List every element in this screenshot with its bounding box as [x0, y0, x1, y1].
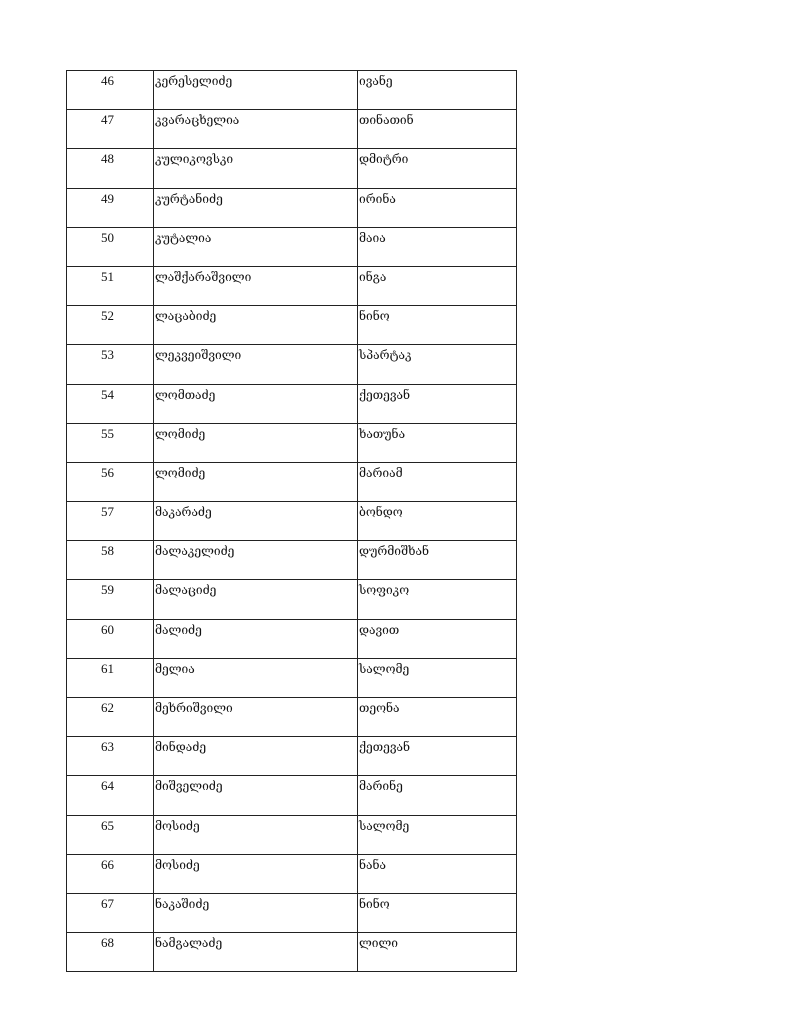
row-number-cell: 65 — [67, 815, 154, 854]
first-name-cell: თინათინ — [358, 110, 517, 149]
surname-cell: ლაშქარაშვილი — [154, 266, 358, 305]
first-name-cell: ნანა — [358, 854, 517, 893]
surname-cell: მელია — [154, 658, 358, 697]
surname-cell: კუტალია — [154, 227, 358, 266]
surname-cell: კერესელიძე — [154, 71, 358, 110]
table-row — [67, 462, 517, 501]
table-row — [67, 502, 517, 541]
surname-cell: მალაკელიძე — [154, 541, 358, 580]
table-row — [67, 541, 517, 580]
surname-cell: ნაკაშიძე — [154, 893, 358, 932]
row-number-cell: 49 — [67, 188, 154, 227]
row-number-cell: 66 — [67, 854, 154, 893]
row-number-cell: 63 — [67, 737, 154, 776]
row-number-cell: 60 — [67, 619, 154, 658]
surname-cell: მოსიძე — [154, 815, 358, 854]
row-number-cell: 47 — [67, 110, 154, 149]
first-name-cell: დურმიშხან — [358, 541, 517, 580]
table-row — [67, 658, 517, 697]
first-name-cell: დმიტრი — [358, 149, 517, 188]
row-number-cell: 52 — [67, 306, 154, 345]
first-name-cell: ნინო — [358, 306, 517, 345]
surname-cell: ლომიძე — [154, 462, 358, 501]
surname-cell: კურტანიძე — [154, 188, 358, 227]
row-number-cell: 68 — [67, 933, 154, 972]
row-number-cell: 58 — [67, 541, 154, 580]
surname-cell: მიშველიძე — [154, 776, 358, 815]
row-number-cell: 56 — [67, 462, 154, 501]
row-number-cell: 54 — [67, 384, 154, 423]
table-row — [67, 698, 517, 737]
surname-cell: მინდაძე — [154, 737, 358, 776]
table-row — [67, 815, 517, 854]
table-row — [67, 619, 517, 658]
surname-cell: მოსიძე — [154, 854, 358, 893]
first-name-cell: ლილი — [358, 933, 517, 972]
surname-cell: კულიკოვსკი — [154, 149, 358, 188]
first-name-cell: ინგა — [358, 266, 517, 305]
surname-cell: ლომიძე — [154, 423, 358, 462]
row-number-cell: 61 — [67, 658, 154, 697]
first-name-cell: ნინო — [358, 893, 517, 932]
first-name-cell: სოფიკო — [358, 580, 517, 619]
table-row — [67, 149, 517, 188]
row-number-cell: 67 — [67, 893, 154, 932]
first-name-cell: ირინა — [358, 188, 517, 227]
table-row — [67, 71, 517, 110]
first-name-cell: სპარტაკ — [358, 345, 517, 384]
first-name-cell: მარიამ — [358, 462, 517, 501]
surname-cell: კვარაცხელია — [154, 110, 358, 149]
table-row — [67, 423, 517, 462]
surname-cell: ნამგალაძე — [154, 933, 358, 972]
table-row — [67, 227, 517, 266]
first-name-cell: მარინე — [358, 776, 517, 815]
first-name-cell: ქეთევან — [358, 737, 517, 776]
table-row — [67, 776, 517, 815]
first-name-cell: სალომე — [358, 815, 517, 854]
row-number-cell: 48 — [67, 149, 154, 188]
row-number-cell: 62 — [67, 698, 154, 737]
row-number-cell: 59 — [67, 580, 154, 619]
surname-cell: ლეკვეიშვილი — [154, 345, 358, 384]
surname-cell: ლომთაძე — [154, 384, 358, 423]
first-name-cell: სალომე — [358, 658, 517, 697]
row-number-cell: 64 — [67, 776, 154, 815]
first-name-cell: თეონა — [358, 698, 517, 737]
table-row — [67, 110, 517, 149]
table-row — [67, 893, 517, 932]
surname-cell: ლაცაბიძე — [154, 306, 358, 345]
first-name-cell: ივანე — [358, 71, 517, 110]
first-name-cell: მაია — [358, 227, 517, 266]
surname-cell: მაკარაძე — [154, 502, 358, 541]
surname-cell: მალაციძე — [154, 580, 358, 619]
table-row — [67, 266, 517, 305]
first-name-cell: ქეთევან — [358, 384, 517, 423]
row-number-cell: 53 — [67, 345, 154, 384]
table-row — [67, 933, 517, 972]
table-row — [67, 854, 517, 893]
table-row — [67, 345, 517, 384]
first-name-cell: დავით — [358, 619, 517, 658]
table-body — [67, 71, 517, 972]
table-row — [67, 306, 517, 345]
row-number-cell: 50 — [67, 227, 154, 266]
table-row — [67, 188, 517, 227]
table-row — [67, 737, 517, 776]
row-number-cell: 57 — [67, 502, 154, 541]
surname-cell: მალიძე — [154, 619, 358, 658]
table-row — [67, 384, 517, 423]
row-number-cell: 51 — [67, 266, 154, 305]
surname-cell: მეხრიშვილი — [154, 698, 358, 737]
table-row — [67, 580, 517, 619]
first-name-cell: ბონდო — [358, 502, 517, 541]
row-number-cell: 46 — [67, 71, 154, 110]
first-name-cell: ხათუნა — [358, 423, 517, 462]
row-number-cell: 55 — [67, 423, 154, 462]
names-table — [66, 70, 517, 972]
